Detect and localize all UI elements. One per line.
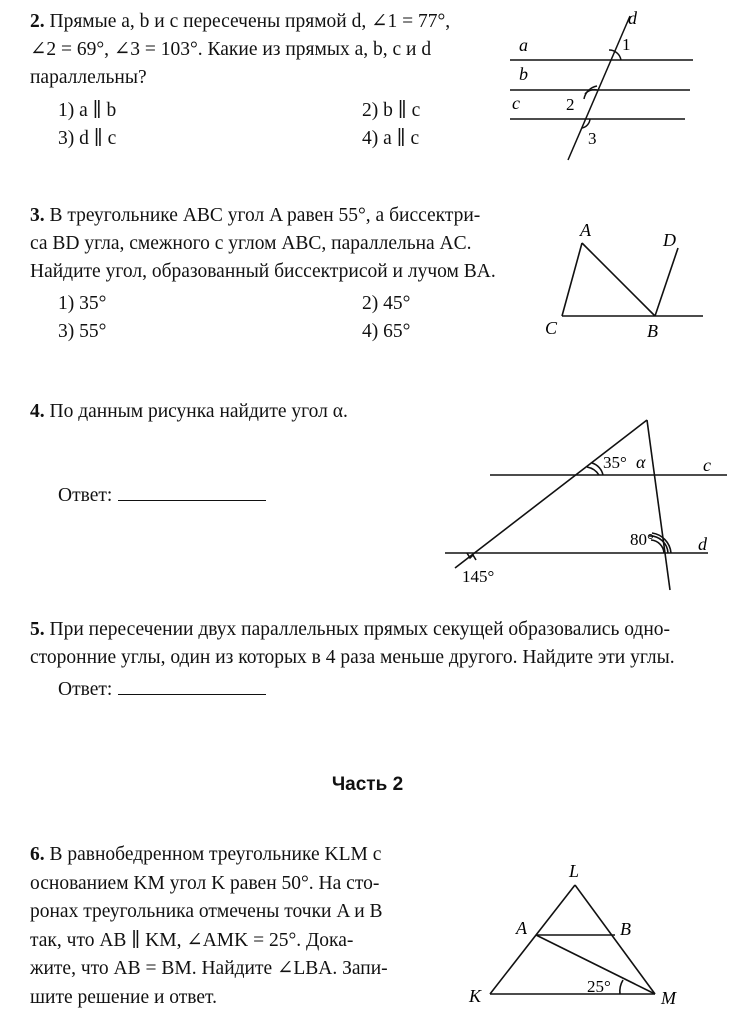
option-4[interactable]: 4) a ∥ c (362, 128, 420, 149)
label-alpha: α (636, 452, 646, 472)
label-b: b (519, 64, 528, 84)
label-A: A (580, 220, 591, 240)
option-3[interactable]: 3) 55° (58, 321, 107, 342)
problem-line: так, что AB ∥ KM, ∠AMK = 25°. Дока- (30, 929, 354, 951)
label-d: d (628, 8, 637, 28)
label-25: 25° (587, 977, 611, 996)
label-c: c (703, 455, 711, 475)
problem-number: 2. (30, 11, 45, 32)
label-3: 3 (588, 129, 597, 148)
problem-line: са BD угла, смежного с углом ABC, параллельна AC. (30, 233, 472, 254)
answer-label: Ответ: (58, 485, 113, 506)
label-2: 2 (566, 95, 575, 114)
part-title: Часть 2 (331, 774, 404, 795)
problem-line: В равнобедренном треугольнике KLM с (49, 844, 382, 865)
label-B: B (620, 919, 631, 939)
problem-line: Прямые a, b и c пересечены прямой d, ∠1 = 77°, (49, 11, 451, 32)
problem-line: ронах треугольника отмечены точки A и B (30, 901, 383, 922)
option-4[interactable]: 4) 65° (362, 321, 411, 342)
problem-line: Найдите угол, образованный биссектрисой и лучом BA. (30, 261, 496, 282)
label-145: 145° (462, 567, 495, 586)
label-C: C (545, 318, 558, 338)
label-A: A (516, 918, 527, 938)
problem-number: 3. (30, 205, 45, 226)
label-a: a (519, 35, 528, 55)
problem-line: жите, что AB = BM. Найдите ∠LBA. Запи- (30, 958, 388, 979)
problem-number: 6. (30, 844, 45, 865)
problem-line: сторонние углы, один из которых в 4 раза меньше другого. Найдите эти углы. (30, 647, 675, 668)
problem-number: 4. (30, 401, 45, 422)
option-1[interactable]: 1) 35° (58, 293, 107, 314)
problem-line: шите решение и ответ. (30, 986, 217, 1008)
problem-line: При пересечении двух параллельных прямых секущей образовались одно- (49, 619, 671, 640)
label-M: M (661, 988, 676, 1008)
label-35: 35° (603, 453, 627, 472)
label-B: B (647, 321, 658, 341)
problem-line: параллельны? (30, 67, 147, 88)
problem-line: основанием KM угол K равен 50°. На сто- (30, 872, 380, 894)
option-2[interactable]: 2) 45° (362, 293, 411, 314)
problem-line: По данным рисунка найдите угол α. (49, 401, 348, 422)
option-3[interactable]: 3) d ∥ c (58, 128, 117, 149)
problem-line: ∠2 = 69°, ∠3 = 103°. Какие из прямых a, b, c и d (30, 39, 432, 60)
answer-label: Ответ: (58, 679, 113, 700)
label-d: d (698, 534, 707, 554)
option-1[interactable]: 1) a ∥ b (58, 100, 117, 121)
label-L: L (569, 861, 580, 881)
label-c: c (512, 93, 520, 113)
label-1: 1 (622, 35, 631, 54)
option-2[interactable]: 2) b ∥ c (362, 100, 421, 121)
label-K: K (469, 986, 482, 1006)
problem-line: В треугольнике ABC угол A равен 55°, а биссектри- (49, 205, 481, 226)
label-80: 80° (630, 530, 654, 549)
problem-number: 5. (30, 619, 45, 640)
label-D: D (663, 230, 676, 250)
